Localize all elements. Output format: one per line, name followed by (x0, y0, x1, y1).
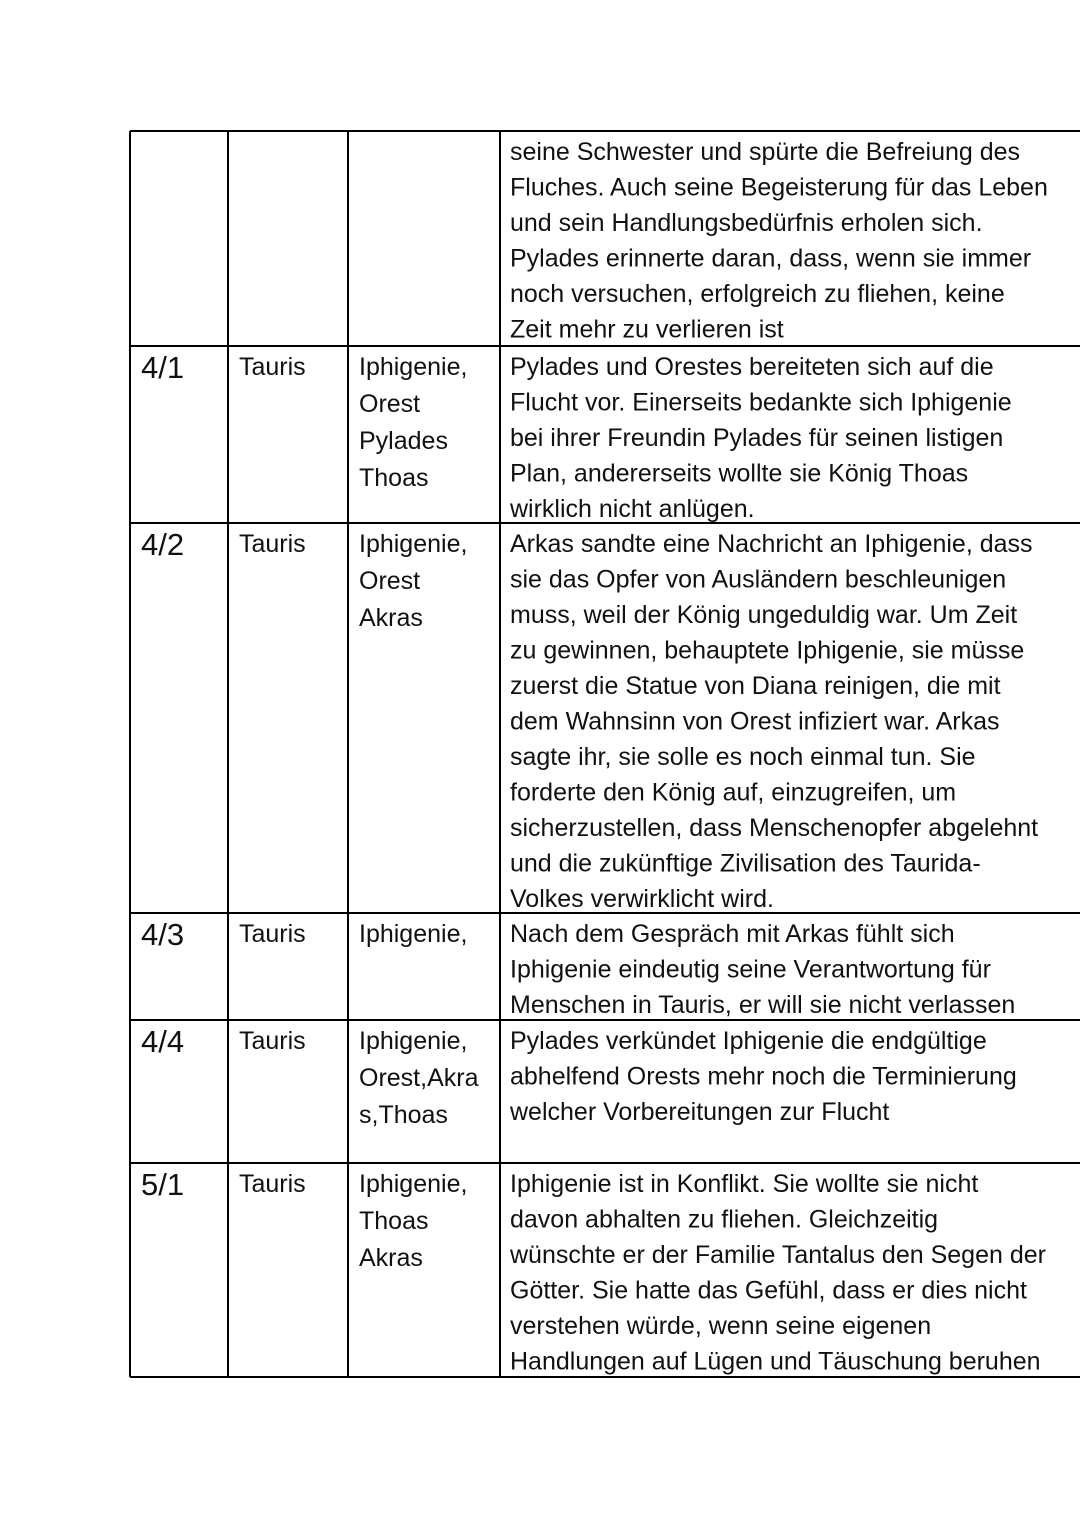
summary-line: Pylades und Orestes bereiteten sich auf die (510, 353, 994, 381)
act-scene-cell: 5/1 (141, 1167, 185, 1202)
table-row (510, 138, 1048, 344)
place-cell: Tauris (239, 353, 306, 381)
summary-line: wirklich nicht anlügen. (510, 495, 755, 523)
act-scene-cell: 4/3 (141, 917, 185, 952)
characters-line: Iphigenie, (359, 1170, 468, 1198)
summary-line: Götter. Sie hatte das Gefühl, dass er dies nicht (510, 1276, 1027, 1305)
table-row (141, 1024, 1017, 1129)
summary-line: dem Wahnsinn von Orest infiziert war. Arkas (510, 707, 1000, 736)
summary-line: sie das Opfer von Ausländern beschleunigen (510, 565, 1007, 594)
characters-line: Orest (359, 567, 421, 595)
summary-line: Fluches. Auch seine Begeisterung für das Leben (510, 173, 1048, 202)
summary-line: muss, weil der König ungeduldig war. Um Zeit (510, 601, 1018, 629)
summary-line: wünschte er der Familie Tantalus den Segen der (510, 1241, 1046, 1269)
characters-line: Iphigenie, (359, 920, 468, 948)
table-row (141, 917, 1015, 1019)
summary-line: welcher Vorbereitungen zur Flucht (510, 1098, 890, 1126)
place-cell: Tauris (239, 920, 306, 948)
characters-line: s,Thoas (359, 1101, 448, 1129)
summary-line: sicherzustellen, dass Menschenopfer abgelehnt (510, 814, 1039, 842)
characters-line: Pylades (359, 427, 448, 455)
summary-line: Menschen in Tauris, er will sie nicht verlassen (510, 991, 1016, 1019)
characters-line: Akras (359, 604, 423, 632)
characters-line: Thoas (359, 464, 429, 492)
summary-line: davon abhalten zu fliehen. Gleichzeitig (510, 1205, 939, 1234)
summary-line: Plan, andererseits wollte sie König Thoas (510, 459, 969, 488)
summary-line: Pylades verkündet Iphigenie die endgültige (510, 1027, 987, 1055)
act-scene-cell: 4/1 (141, 350, 185, 385)
summary-line: Handlungen auf Lügen und Täuschung beruhen (510, 1347, 1041, 1376)
characters-line: Akras (359, 1244, 423, 1272)
summary-line: bei ihrer Freundin Pylades für seinen listigen (510, 424, 1004, 452)
characters-line: Orest (359, 390, 421, 418)
summary-line: abhelfend Orests mehr noch die Terminierung (510, 1062, 1017, 1091)
summary-line: Volkes verwirklicht wird. (510, 885, 774, 913)
summary-line: Nach dem Gespräch mit Arkas fühlt sich (510, 920, 955, 948)
act-scene-cell: 4/2 (141, 527, 185, 562)
table-cells (141, 138, 1048, 1376)
table-row (141, 350, 1012, 523)
summary-line: verstehen würde, wenn seine eigenen (510, 1312, 932, 1340)
summary-line: Pylades erinnerte daran, dass, wenn sie immer (510, 244, 1032, 273)
summary-line: zuerst die Statue von Diana reinigen, die mit (510, 672, 1001, 700)
table-row (141, 1167, 1046, 1376)
summary-line: Iphigenie ist in Konflikt. Sie wollte sie nicht (510, 1170, 979, 1198)
place-cell: Tauris (239, 1170, 306, 1198)
characters-line: Iphigenie, (359, 530, 468, 558)
summary-line: Iphigenie eindeutig seine Verantwortung für (510, 955, 991, 984)
characters-line: Iphigenie, (359, 1027, 468, 1055)
place-cell: Tauris (239, 530, 306, 558)
characters-line: Iphigenie, (359, 353, 468, 381)
summary-line: Flucht vor. Einerseits bedankte sich Iphigenie (510, 388, 1012, 417)
summary-line: seine Schwester und spürte die Befreiung des (510, 138, 1021, 166)
summary-line: noch versuchen, erfolgreich zu fliehen, keine (510, 280, 1005, 308)
act-scene-cell: 4/4 (141, 1024, 185, 1059)
characters-line: Thoas (359, 1207, 429, 1235)
table-row (141, 527, 1038, 913)
summary-line: Arkas sandte eine Nachricht an Iphigenie, dass (510, 530, 1033, 558)
characters-line: Orest,Akra (359, 1064, 479, 1092)
summary-line: sagte ihr, sie solle es noch einmal tun. Sie (510, 743, 976, 771)
summary-line: zu gewinnen, behauptete Iphigenie, sie müsse (510, 636, 1025, 665)
summary-line: und sein Handlungsbedürfnis erholen sich. (510, 209, 983, 237)
summary-line: und die zukünftige Zivilisation des Taurida- (510, 849, 981, 878)
place-cell: Tauris (239, 1027, 306, 1055)
summary-line: Zeit mehr zu verlieren ist (510, 315, 784, 344)
summary-line: forderte den König auf, einzugreifen, um (510, 778, 957, 807)
